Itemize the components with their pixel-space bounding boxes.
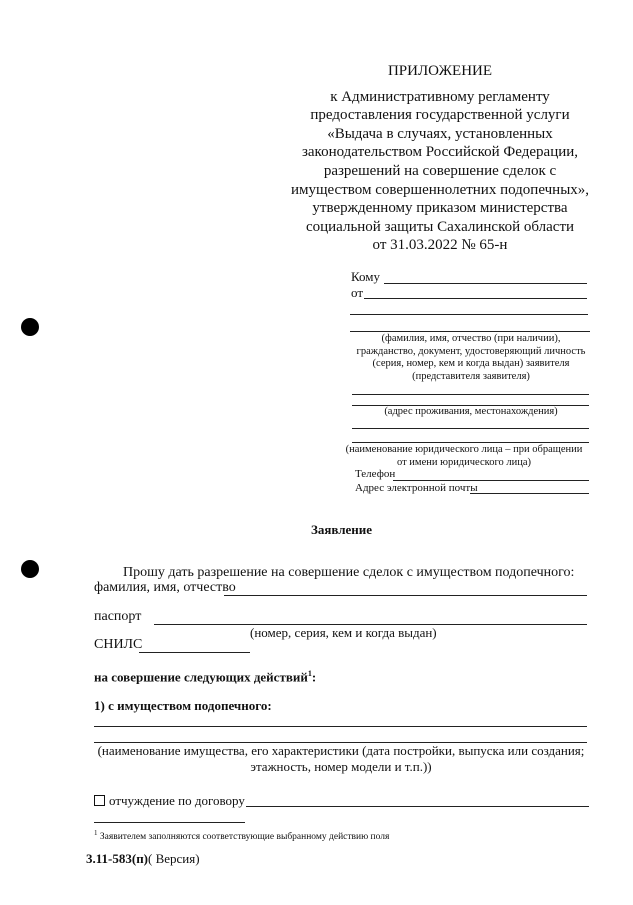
appendix-line: имуществом совершеннолетних подопечных», xyxy=(290,181,590,198)
actions-heading: на совершение следующих действий$^1$: xyxy=(94,669,317,685)
appendix-line: социальной защиты Сахалинской области xyxy=(305,218,575,235)
to-field[interactable] xyxy=(384,283,587,284)
phone-field[interactable] xyxy=(393,480,589,481)
appendix-line: «Выдача в случаях, установленных xyxy=(327,125,553,142)
email-label: Адрес электронной почты xyxy=(355,482,478,494)
passport-caption: (номер, серия, кем и когда выдан) xyxy=(250,625,437,640)
appendix-line: от 31.03.2022 № 65-н xyxy=(372,237,508,254)
phone-label: Телефон xyxy=(355,468,396,480)
property-field-line[interactable] xyxy=(94,726,587,727)
footnote-reference: 1 xyxy=(307,669,312,678)
snils-field[interactable] xyxy=(139,652,250,653)
appendix-line: разрешений на совершение сделок с xyxy=(323,162,557,179)
to-label: Кому xyxy=(351,269,381,284)
property-caption: (наименование имущества, его характеристики (дата постройки, выпуска или создания; этажность, номер модели и т.п.)) xyxy=(97,743,585,774)
appendix-line: утвержденному приказом министерства xyxy=(312,200,568,217)
legal-entity-field-line[interactable] xyxy=(352,428,589,429)
snils-label: СНИЛС xyxy=(94,637,143,652)
applicant-field-line[interactable] xyxy=(350,331,590,332)
applicant-caption: (фамилия, имя, отчество (при наличии), гражданство, документ, удостоверяющий личность (серия, номер, кем и когда выдан) заявителя (представителя заявителя) xyxy=(356,333,586,382)
footnote: $^1$ Заявителем заполняются соответствующие выбранному действию поля xyxy=(94,829,390,843)
appendix-title: ПРИЛОЖЕНИЕ xyxy=(387,63,493,79)
punch-hole-top xyxy=(21,318,39,336)
form-code: 3.11-583(п)( Версия) xyxy=(86,851,200,866)
appendix-line: законодательством Российской Федерации, xyxy=(301,144,579,161)
from-label: от xyxy=(351,285,364,300)
full-name-field[interactable] xyxy=(224,595,587,596)
legal-entity-caption: (наименование юридического лица – при обращении от имени юридического лица) xyxy=(345,444,583,468)
alienation-contract-field[interactable] xyxy=(246,806,589,807)
statement-title: Заявление xyxy=(311,522,373,537)
appendix-header xyxy=(290,62,590,255)
request-text: Прошу дать разрешение на совершение сделок с имуществом подопечного: xyxy=(123,565,575,580)
legal-entity-field-line[interactable] xyxy=(352,442,589,443)
footnote-separator xyxy=(94,822,245,823)
applicant-field-line[interactable] xyxy=(350,314,588,315)
email-field[interactable] xyxy=(470,493,589,494)
passport-label: паспорт xyxy=(94,609,142,624)
property-heading: 1) с имуществом подопечного: xyxy=(94,698,272,713)
appendix-line: к Административному регламенту xyxy=(330,88,550,105)
from-field[interactable] xyxy=(364,298,587,299)
alienation-checkbox[interactable] xyxy=(94,795,105,806)
address-field-line[interactable] xyxy=(352,394,589,395)
appendix-line: предоставления государственной услуги xyxy=(310,107,570,124)
alienation-option[interactable]: отчуждение по договору xyxy=(94,793,245,809)
full-name-label: фамилия, имя, отчество xyxy=(94,580,236,595)
address-caption: (адрес проживания, местонахождения) xyxy=(384,406,558,417)
punch-hole-bottom xyxy=(21,560,39,578)
